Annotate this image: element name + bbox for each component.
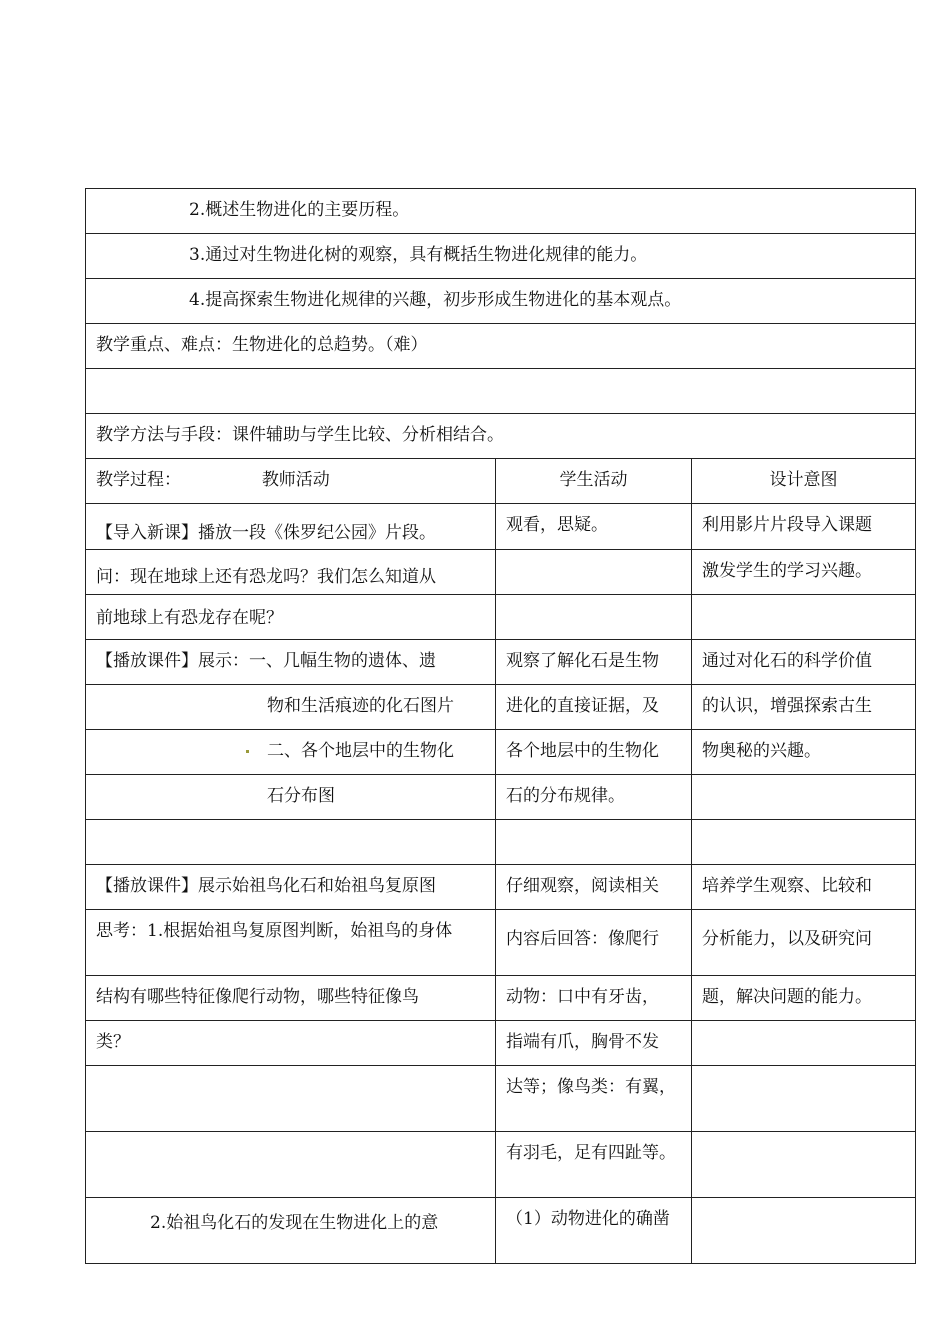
table-row xyxy=(86,640,916,685)
student-cell: 石的分布规律。 xyxy=(496,775,692,820)
table-row xyxy=(86,504,916,550)
teacher-cell xyxy=(86,730,496,775)
header-design: 设计意图 xyxy=(692,459,916,504)
methods-row xyxy=(86,414,916,459)
teacher-cell xyxy=(86,1066,496,1132)
teacher-cell xyxy=(86,820,496,865)
student-cell xyxy=(496,595,692,640)
table-row xyxy=(86,910,916,976)
table-row xyxy=(86,550,916,595)
design-cell xyxy=(692,775,916,820)
student-cell: 指端有爪，胸骨不发 xyxy=(496,1021,692,1066)
student-cell: 动物：口中有牙齿， xyxy=(496,976,692,1021)
teacher-cell: 问：现在地球上还有恐龙吗？我们怎么知道从 xyxy=(86,550,496,595)
objective-3: 3.通过对生物进化树的观察，具有概括生物进化规律的能力。 xyxy=(86,234,916,279)
dot-mark xyxy=(246,750,249,753)
header-process: 教学过程： xyxy=(96,470,181,490)
table-row xyxy=(86,1066,916,1132)
teacher-cell: 思考：1.根据始祖鸟复原图判断，始祖鸟的身体 xyxy=(86,910,496,976)
methods: 教学方法与手段：课件辅助与学生比较、分析相结合。 xyxy=(86,414,916,459)
teacher-cell: 2.始祖鸟化石的发现在生物进化上的意 xyxy=(86,1198,496,1264)
table-row xyxy=(86,685,916,730)
teacher-cell: 结构有哪些特征像爬行动物，哪些特征像鸟 xyxy=(86,976,496,1021)
lesson-plan-table xyxy=(85,188,916,1264)
table-row xyxy=(86,820,916,865)
objective-row xyxy=(86,279,916,324)
student-cell: 观看，思疑。 xyxy=(496,504,692,550)
design-cell xyxy=(692,1132,916,1198)
header-student: 学生活动 xyxy=(496,459,692,504)
student-cell: 达等；像鸟类：有翼， xyxy=(496,1066,692,1132)
teacher-cell: 【导入新课】播放一段《侏罗纪公园》片段。 xyxy=(86,504,496,550)
student-cell: 内容后回答：像爬行 xyxy=(496,910,692,976)
design-cell xyxy=(692,820,916,865)
design-cell: 题，解决问题的能力。 xyxy=(692,976,916,1021)
design-cell: 分析能力，以及研究问 xyxy=(692,910,916,976)
teacher-cell: 类？ xyxy=(86,1021,496,1066)
design-cell xyxy=(692,595,916,640)
teacher-cell: 物和生活痕迹的化石图片 xyxy=(86,685,496,730)
header-teacher: 教师活动 xyxy=(261,470,330,490)
teacher-cell: 石分布图 xyxy=(86,775,496,820)
objective-2: 2.概述生物进化的主要历程。 xyxy=(86,189,916,234)
student-cell: 各个地层中的生物化 xyxy=(496,730,692,775)
design-cell: 的认识，增强探索古生 xyxy=(692,685,916,730)
key-points-row xyxy=(86,324,916,369)
table-row xyxy=(86,595,916,640)
header-row xyxy=(86,459,916,504)
objective-row xyxy=(86,234,916,279)
table-row xyxy=(86,730,916,775)
table-row xyxy=(86,976,916,1021)
teacher-cell xyxy=(86,1132,496,1198)
header-teacher-cell xyxy=(86,459,496,504)
teacher-cell: 前地球上有恐龙存在呢？ xyxy=(86,595,496,640)
student-cell: （1）动物进化的确凿 xyxy=(496,1198,692,1264)
objective-row xyxy=(86,189,916,234)
student-cell: 仔细观察，阅读相关 xyxy=(496,865,692,910)
student-cell xyxy=(496,820,692,865)
design-cell: 通过对化石的科学价值 xyxy=(692,640,916,685)
teacher-text: 二、各个地层中的生物化 xyxy=(267,741,454,761)
design-cell: 物奥秘的兴趣。 xyxy=(692,730,916,775)
student-cell xyxy=(496,550,692,595)
student-cell: 有羽毛，足有四趾等。 xyxy=(496,1132,692,1198)
key-points: 教学重点、难点：生物进化的总趋势。（难） xyxy=(86,324,916,369)
blank-cell xyxy=(86,369,916,414)
teacher-cell: 【播放课件】展示始祖鸟化石和始祖鸟复原图 xyxy=(86,865,496,910)
objective-4: 4.提高探索生物进化规律的兴趣，初步形成生物进化的基本观点。 xyxy=(86,279,916,324)
table-row xyxy=(86,1021,916,1066)
design-cell xyxy=(692,1198,916,1264)
table-row xyxy=(86,1132,916,1198)
design-cell xyxy=(692,1066,916,1132)
design-cell: 培养学生观察、比较和 xyxy=(692,865,916,910)
table-row xyxy=(86,775,916,820)
design-cell: 利用影片片段导入课题 xyxy=(692,504,916,550)
student-cell: 进化的直接证据，及 xyxy=(496,685,692,730)
table-row xyxy=(86,1198,916,1264)
teacher-cell: 【播放课件】展示：一、几幅生物的遗体、遗 xyxy=(86,640,496,685)
blank-row xyxy=(86,369,916,414)
student-cell: 观察了解化石是生物 xyxy=(496,640,692,685)
design-cell: 激发学生的学习兴趣。 xyxy=(692,550,916,595)
table-row xyxy=(86,865,916,910)
design-cell xyxy=(692,1021,916,1066)
